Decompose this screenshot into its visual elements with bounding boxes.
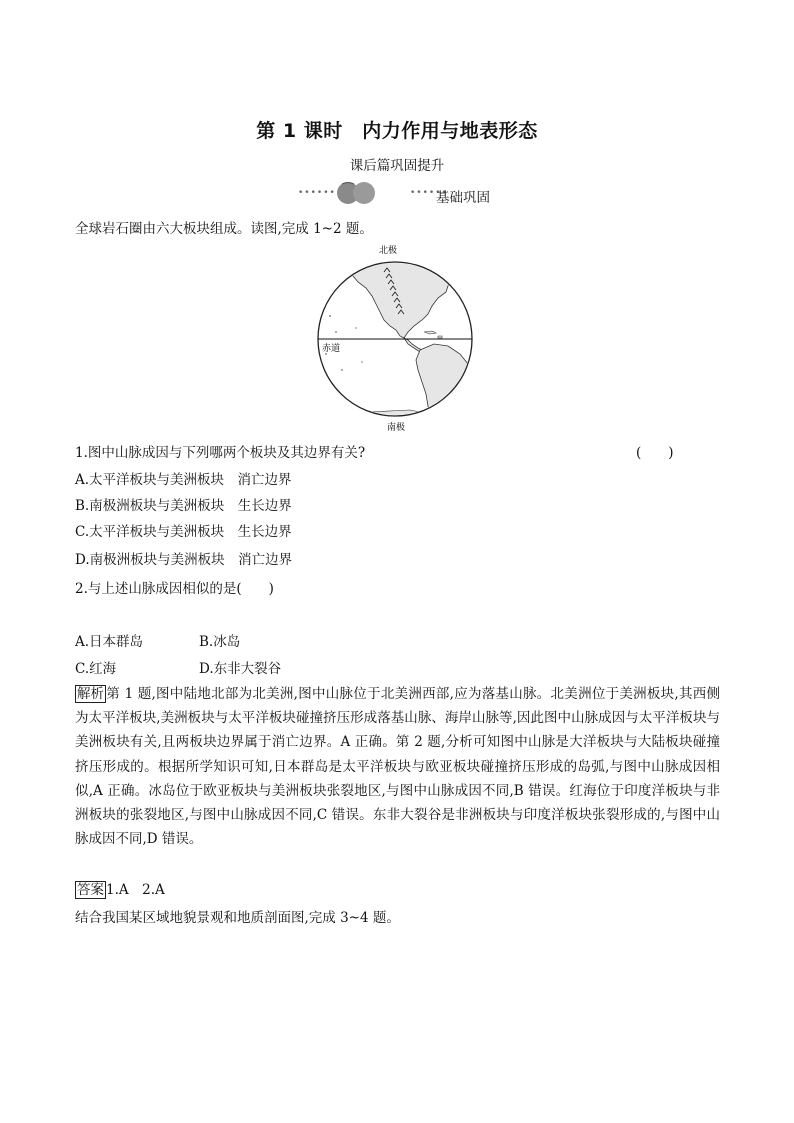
q2-option-d: D.东非大裂谷 [199,661,282,677]
q1-stem: 1.图中山脉成因与下列哪两个板块及其边界有关? [75,445,366,461]
answer-label: 答案 [77,882,104,898]
south-pole-label: 南极 [386,423,406,433]
q2-option-c: C.红海 [75,661,117,677]
analysis-label: 解析 [77,686,104,702]
q1-answer-paren: ( ) [636,445,674,461]
equator-label: 赤道 [322,344,341,354]
north-pole-label: 北极 [378,246,398,256]
globe-map [300,240,490,436]
q2-option-b: B.冰岛 [199,634,241,650]
q2-option-a: A.日本群岛 [75,634,144,650]
page-subtitle: 课后篇巩固提升 [349,158,445,174]
section-header [298,180,518,206]
q1-option-c: C.太平洋板块与美洲板块 生长边界 [75,524,292,540]
section-dots-left: •••••• [298,188,336,198]
analysis-paragraph [75,682,720,851]
next-intro-text: 结合我国某区域地貌景观和地质剖面图,完成 3~4 题。 [75,910,400,926]
greenland-landmass [440,262,470,278]
answer-text: 1.A 2.A [106,882,165,898]
q1-option-b: B.南极洲板块与美洲板块 生长边界 [75,498,292,514]
section-label: 基础巩固 [436,190,490,206]
answer-line [75,878,165,899]
q2-stem: 2.与上述山脉成因相似的是( ) [75,581,274,597]
intro-text: 全球岩石圈由六大板块组成。读图,完成 1~2 题。 [75,221,373,237]
section-badge-icon [334,180,380,206]
q1-option-d: D.南极洲板块与美洲板块 消亡边界 [75,552,293,568]
q1-option-a: A.太平洋板块与美洲板块 消亡边界 [75,472,292,488]
analysis-text: 第 1 题,图中陆地北部为北美洲,图中山脉位于北美洲西部,应为落基山脉。北美洲位于美洲板块,其西侧为太平洋板块,美洲板块与太平洋板块碰撞挤压形成落基山脉、海岸山脉等,因此图中山脉成因与太平洋板块与美洲板块有关,且两板块边界属于消亡边界。A 正确。第 2 题,分析可知图中山脉是大洋板块与大陆板块碰撞挤压形成的。根据所学知识可知,日本群岛是太平洋板块与欧亚板块碰撞挤压形成的岛弧,与图中山脉成因相似,A 正确。冰岛位于欧亚板块与美洲板块张裂地区,与图中山脉成因不同,B 错误。红海位于印度洋板块与非洲板块的张裂地区,与图中山脉成因不同,C 错误。东非大裂谷是非洲板块与印度洋板块张裂形成的,与图中山脉成因不同,D 错误。 [75,686,720,848]
section-dots-right: •••••• [410,188,448,198]
page-title: 第 1 课时 内力作用与地表形态 [256,120,538,142]
